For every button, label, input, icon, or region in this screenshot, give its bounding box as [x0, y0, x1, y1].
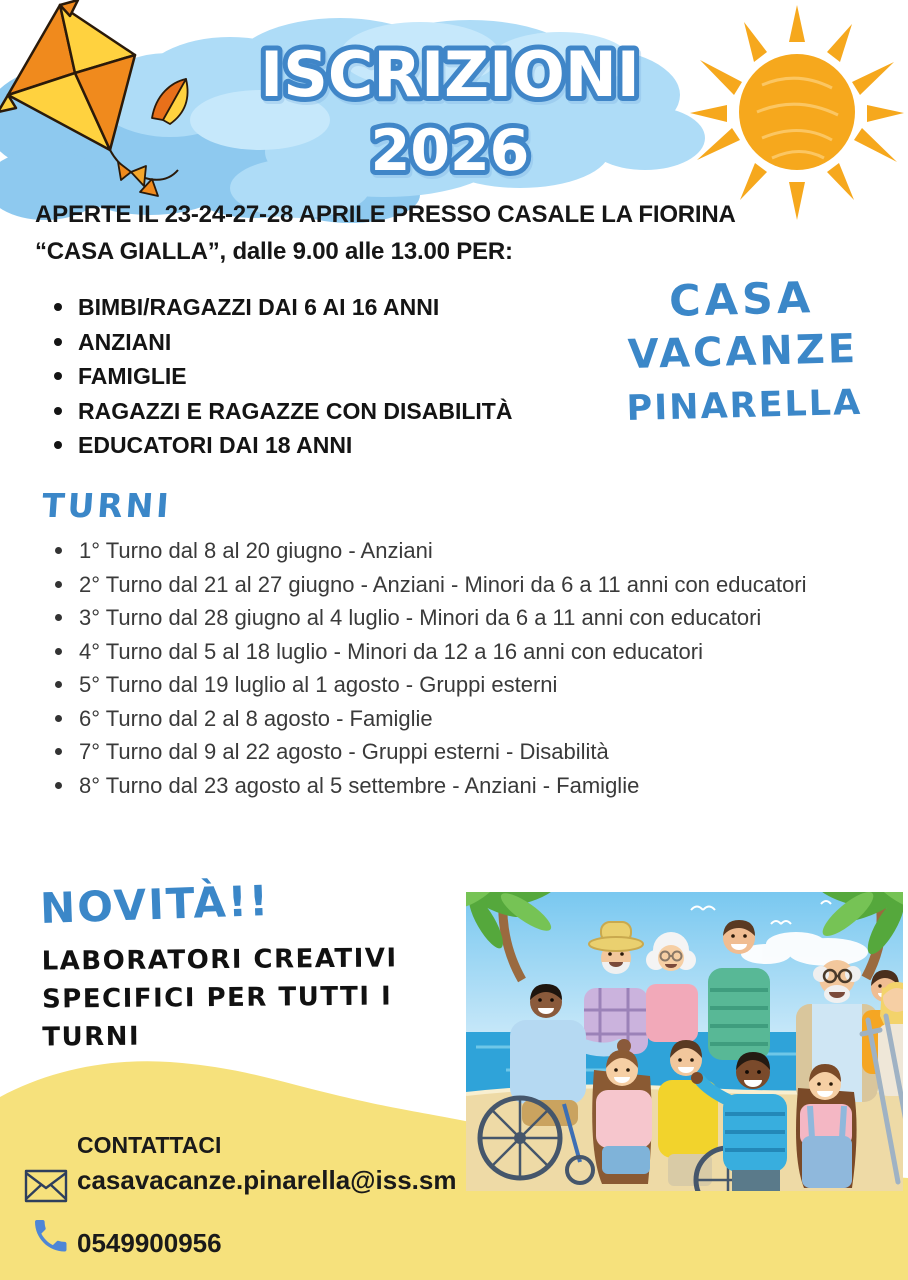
list-item: [50, 359, 610, 394]
turni-item-text: 1° Turno dal 8 al 20 giugno - Anziani: [79, 538, 433, 563]
turni-item: [52, 702, 819, 736]
intro-line1: APERTE IL 23-24-27-28 APRILE PRESSO CASALE LA FIORINA: [35, 201, 736, 228]
intro-text: [35, 196, 755, 270]
turni-item: [52, 735, 819, 769]
turni-heading: TURNI: [40, 486, 173, 525]
audience-item: RAGAZZI E RAGAZZE CON DISABILITÀ: [78, 397, 513, 424]
novita-line1: LABORATORI CREATIVI: [41, 943, 398, 977]
turni-item: [52, 601, 819, 635]
contact-email: casavacanze.pinarella@iss.sm: [77, 1165, 457, 1195]
turni-item-text: 7° Turno dal 9 al 22 agosto - Gruppi esterni - Disabilità: [79, 739, 609, 764]
title-line2: 2026: [370, 118, 530, 184]
turni-item-text: 3° Turno dal 28 giugno al 4 luglio - Minori da 6 a 11 anni con educatori: [79, 605, 762, 630]
audience-item: EDUCATORI DAI 18 ANNI: [78, 432, 353, 458]
novita-heading: NOVITÀ!!: [39, 876, 271, 933]
audience-item: BIMBI/RAGAZZI DAI 6 AI 16 ANNI: [78, 294, 440, 320]
contact-phone: 0549900956: [77, 1228, 222, 1258]
turni-item-text: 2° Turno dal 21 al 27 giugno - Anziani - Minori da 6 a 11 anni con educatori: [79, 571, 807, 597]
turni-item: [52, 568, 819, 602]
brand-line2: VACANZE: [627, 325, 859, 379]
turni-item-text: 5° Turno dal 19 luglio al 1 agosto - Gruppi esterni: [79, 672, 558, 697]
audience-item: ANZIANI: [78, 328, 172, 355]
list-item: [50, 290, 610, 325]
turni-item-text: 4° Turno dal 5 al 18 luglio - Minori da 12 a 16 anni con educatori: [79, 638, 703, 664]
turni-item: [52, 635, 819, 669]
turni-item: [52, 769, 819, 803]
list-item: [50, 394, 610, 429]
beach-group-illustration: [466, 892, 903, 1191]
phone-icon: [28, 1210, 70, 1258]
list-item: [50, 325, 610, 360]
novita-line2: SPECIFICI PER TUTTI I: [41, 981, 393, 1015]
contact-heading: CONTATTACI: [77, 1132, 222, 1158]
list-item: [50, 428, 610, 463]
audience-item: FAMIGLIE: [78, 363, 187, 389]
brand-line3: PINARELLA: [626, 382, 863, 430]
turni-item: [52, 668, 819, 702]
page-title: [175, 22, 725, 187]
audience-list: [50, 290, 610, 463]
novita-body: [42, 939, 399, 1056]
turni-list: [52, 534, 842, 802]
title-line1: ISCRIZIONI: [260, 38, 640, 111]
brand-line1: CASA: [668, 273, 815, 327]
turni-item-text: 6° Turno dal 2 al 8 agosto - Famiglie: [79, 705, 433, 731]
turni-item-text: 8° Turno dal 23 agosto al 5 settembre - Anziani - Famiglie: [79, 772, 640, 798]
intro-line2: “CASA GIALLA”, dalle 9.00 alle 13.00 PER:: [35, 238, 513, 265]
turni-item: [52, 534, 819, 568]
envelope-icon: [24, 1168, 68, 1204]
novita-line3: TURNI: [42, 1021, 141, 1053]
brand-logo: [606, 270, 880, 436]
